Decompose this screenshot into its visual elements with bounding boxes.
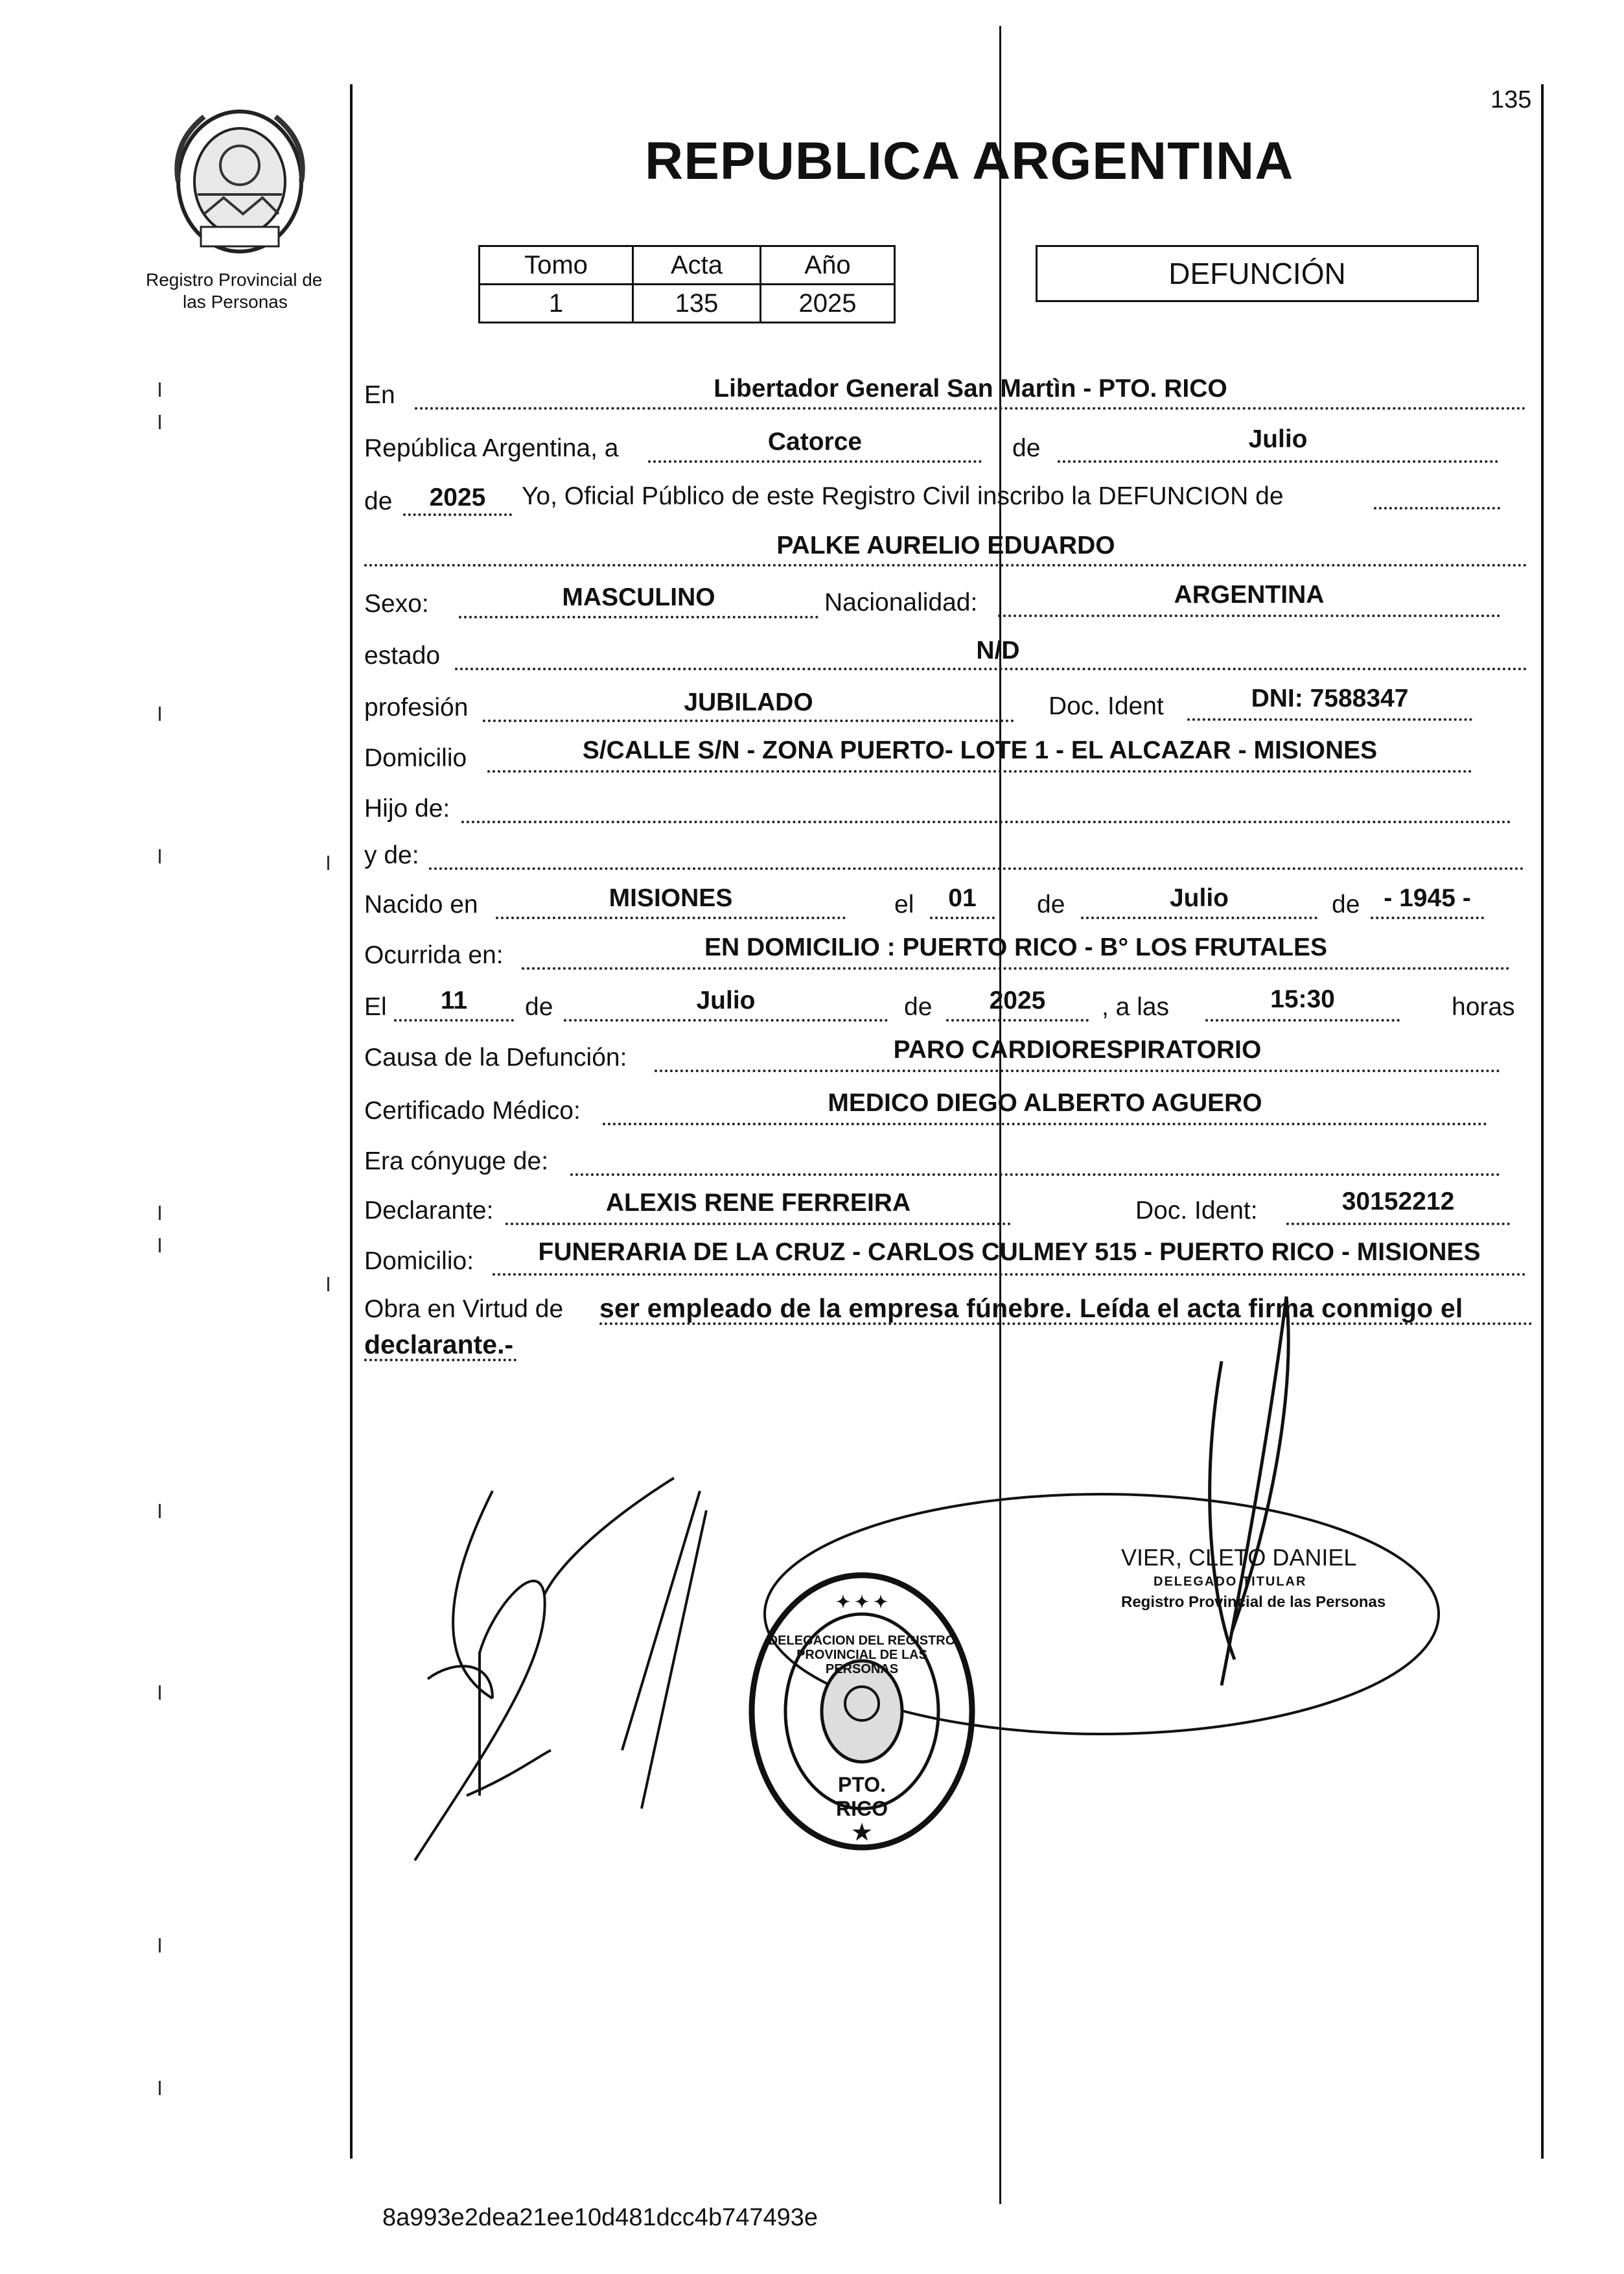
label-doc-ident2: Doc. Ident: [1135,1197,1258,1225]
label-domicilio: Domicilio [364,744,467,772]
label-en: En [364,381,395,409]
value-def-hora: 15:30 [1270,985,1335,1013]
value-domicilio: S/CALLE S/N - ZONA PUERTO- LOTE 1 - EL ALCAZAR - MISIONES [582,736,1378,764]
label-y-de: y de: [364,841,419,869]
value-profesion: JUBILADO [684,688,813,716]
value-nacido-en: MISIONES [609,884,733,912]
label-de: de [1012,434,1041,462]
label-republica: República Argentina, a [364,434,619,462]
value-certificado: MEDICO DIEGO ALBERTO AGUERO [828,1089,1262,1117]
label-de-anio: de [364,487,393,515]
table-header-acta: Acta [633,246,761,285]
label-hijo-de: Hijo de: [364,795,450,823]
registry-name-line2: las Personas [183,292,288,312]
table-value-acta: 135 [633,285,761,323]
value-nombre: PALKE AURELIO EDUARDO [776,532,1115,559]
label-estado: estado [364,642,441,670]
label-obra: Obra en Virtud de [364,1295,564,1323]
label-causa: Causa de la Defunción: [364,1044,627,1072]
label-sexo: Sexo: [364,590,429,618]
defuncion-label: DEFUNCIÓN [1168,257,1346,290]
value-nac-mes: Julio [1169,884,1229,912]
label-de-def-anio: de [904,993,933,1021]
label-doc-ident: Doc. Ident [1049,692,1164,720]
label-de-nac-mes: de [1037,891,1065,919]
value-lugar: Libertador General San Martìn - PTO. RICO [713,375,1227,403]
value-mes: Julio [1248,425,1308,453]
value-nac-anio: - 1945 - [1384,884,1471,912]
table-value-tomo: 1 [480,285,633,323]
value-ocurrida: EN DOMICILIO : PUERTO RICO - B° LOS FRUTALES [704,933,1327,961]
label-nacido-en: Nacido en [364,891,478,919]
label-nacionalidad: Nacionalidad: [824,589,978,616]
label-declarante: Declarante: [364,1197,494,1225]
document-hash: 8a993e2dea21ee10d481dcc4b747493e [382,2204,818,2231]
value-obra-line1: ser empleado de la empresa fúnebre. Leída el acta firma conmigo el [599,1293,1463,1323]
value-estado: N/D [976,637,1020,664]
label-certificado: Certificado Médico: [364,1097,581,1125]
label-ocurrida-en: Ocurrida en: [364,941,504,969]
label-conyuge: Era cónyuge de: [364,1147,549,1175]
value-def-dia: 11 [440,987,468,1014]
svg-text:✦ ✦ ✦: ✦ ✦ ✦ [836,1592,888,1612]
label-profesion: profesión [364,694,469,721]
label-de-nac-anio: de [1332,891,1360,919]
document-title: REPUBLICA ARGENTINA [645,132,1294,191]
official-name: VIER, CLETO DANIEL [1121,1544,1357,1571]
declarante-signature [415,1478,706,1860]
table-header-tomo: Tomo [480,246,633,285]
value-dni: DNI: 7588347 [1251,685,1409,712]
registry-name-line1: Registro Provincial de [146,270,323,290]
label-a-las: , a las [1102,993,1170,1021]
value-declarante: ALEXIS RENE FERREIRA [605,1189,911,1217]
value-nacionalidad: ARGENTINA [1174,581,1325,609]
seal-text: DELEGACION DEL REGISTRO PROVINCIAL DE LAS PERSONAS [768,1634,956,1676]
table-value-anio: 2025 [761,285,895,323]
value-declarante-doc: 30152212 [1341,1188,1455,1215]
value-anio: 2025 [429,484,486,511]
label-el: el [894,891,914,919]
table-header-anio: Año [761,246,895,285]
label-horas: horas [1452,993,1515,1021]
value-sexo: MASCULINO [562,583,715,611]
seal-bottom-text: PTO. RICO [836,1773,888,1820]
svg-text:★: ★ [852,1820,872,1845]
label-yo-oficial: Yo, Oficial Público de este Registro Civil inscribo la DEFUNCION de [522,482,1284,510]
label-el-cap: El [364,993,387,1021]
value-obra-line2: declarante.- [364,1330,514,1359]
value-nac-dia: 01 [948,884,977,912]
value-domicilio-decl: FUNERARIA DE LA CRUZ - CARLOS CULMEY 515 - PUERTO RICO - MISIONES [538,1238,1481,1266]
label-de-def-mes: de [525,993,553,1021]
value-def-mes: Julio [696,987,756,1014]
official-role: DELEGADO TITULAR [1154,1575,1307,1589]
page-number: 135 [1491,86,1532,113]
value-dia: Catorce [767,428,863,456]
value-def-anio: 2025 [989,987,1046,1014]
label-domicilio2: Domicilio: [364,1247,474,1275]
official-org: Registro Provincial de las Personas [1121,1593,1386,1611]
value-causa: PARO CARDIORESPIRATORIO [893,1036,1262,1064]
official-signature [1210,1296,1288,1685]
